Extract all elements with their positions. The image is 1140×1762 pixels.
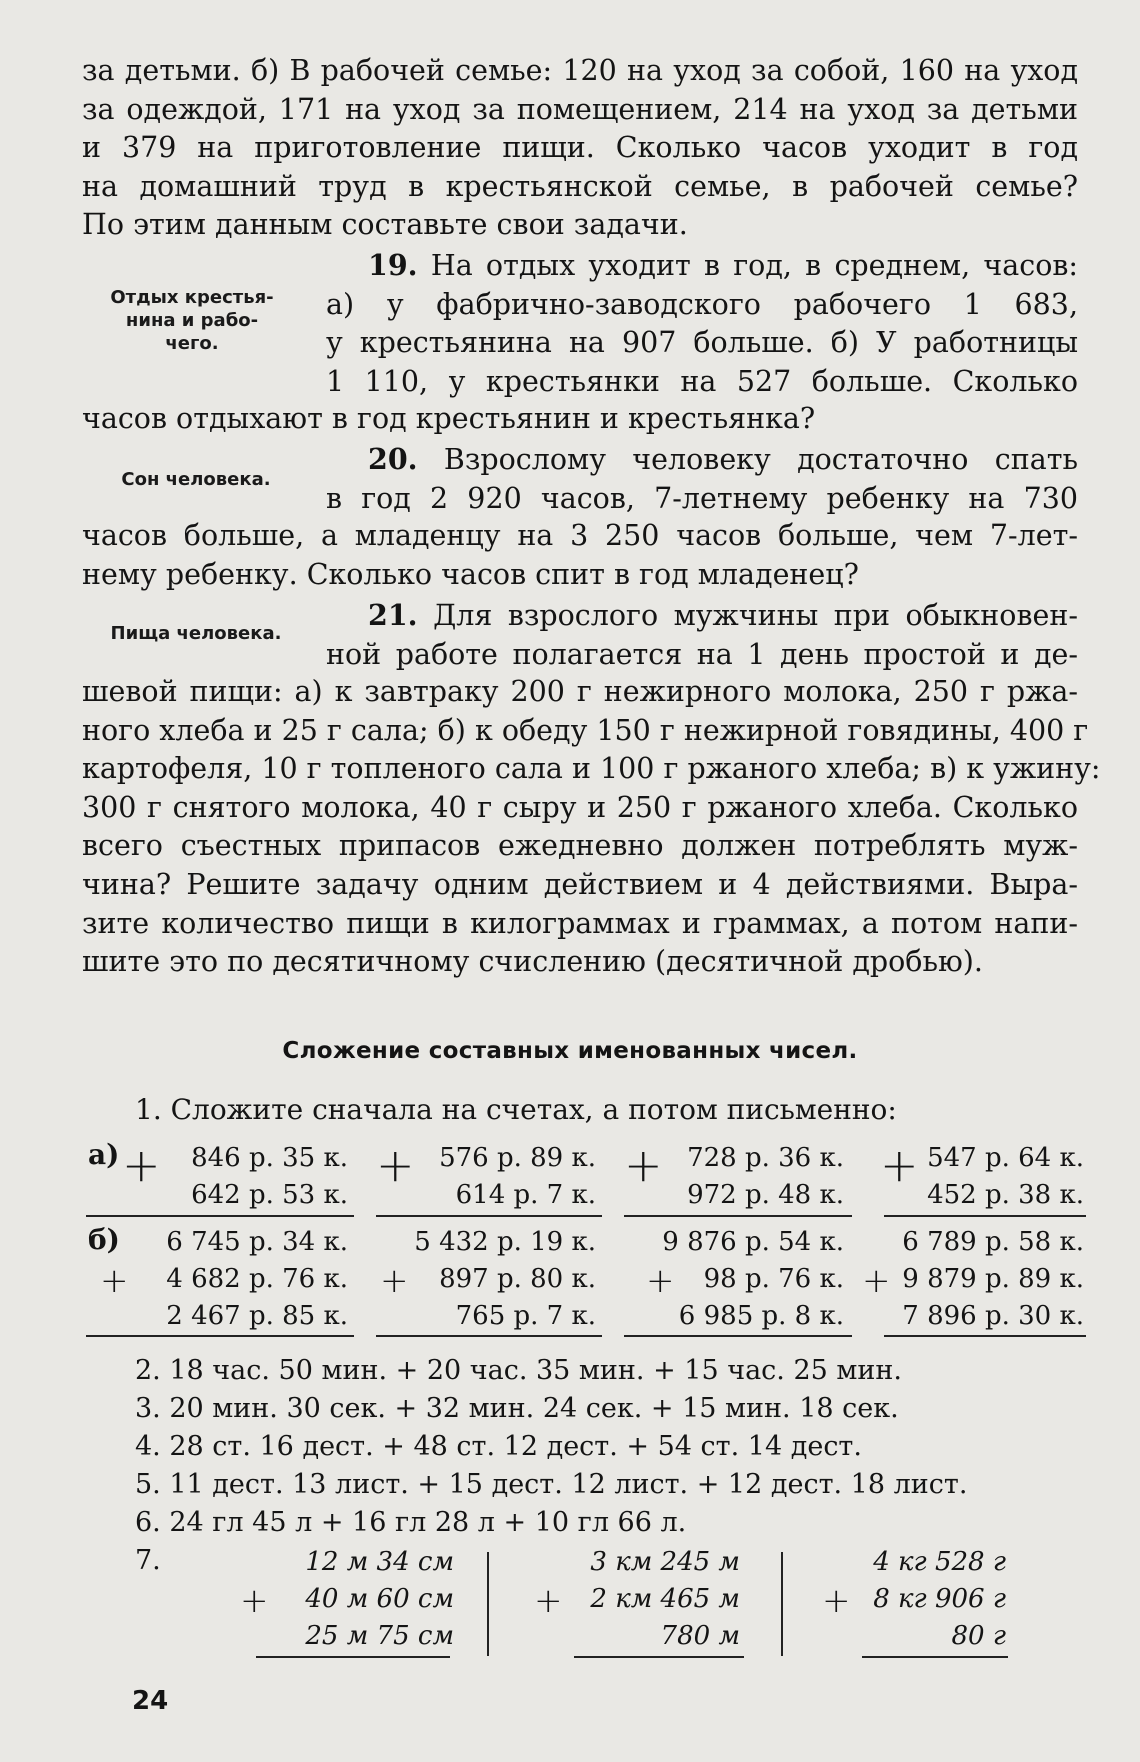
sum-a4-bottom: 452 р. 38 к. xyxy=(927,1180,1084,1210)
text-line: у крестьянина на 907 больше. б) У работницы xyxy=(326,326,1078,360)
plus-sign: + xyxy=(862,1261,891,1301)
ex7-col1-line2: 40 м 60 см xyxy=(305,1584,454,1614)
ex7-col3-line3: 80 г xyxy=(951,1621,1006,1651)
plus-sign: + xyxy=(880,1138,919,1192)
text-line: в год 2 920 часов, 7-летнему ребенку на 730 xyxy=(326,481,1078,515)
exercise-1-intro: 1. Сложите сначала на счетах, а потом письменно: xyxy=(135,1093,897,1126)
top-paragraph xyxy=(82,52,1078,245)
text-fragment: Взрослому человеку достаточно спать xyxy=(443,443,1078,476)
sum-b4-line2: 9 879 р. 89 к. xyxy=(902,1264,1084,1294)
text-line: картофеля, 10 г топленого сала и 100 г ржаного хлеба; в) к ужину: xyxy=(82,752,1101,786)
text-fragment: Для взрослого мужчины при обыкновен- xyxy=(433,599,1078,632)
sum-b3-line2: 98 р. 76 к. xyxy=(703,1264,844,1294)
text-line: часов отдыхают в год крестьянин и крестьянка? xyxy=(82,402,816,435)
problem-19-indented xyxy=(326,246,1078,401)
text-line: за одеждой, 171 на уход за помещением, 214 на уход за детьми xyxy=(82,92,1078,126)
plus-sign: + xyxy=(534,1581,563,1621)
exercise-4: 4. 28 ст. 16 дест. + 48 ст. 12 дест. + 54 ст. 14 дест. xyxy=(135,1431,862,1462)
sum-underline xyxy=(86,1215,354,1217)
text-line: а) у фабрично-заводского рабочего 1 683, xyxy=(326,287,1078,321)
sum-underline xyxy=(624,1215,852,1217)
plus-sign: + xyxy=(624,1138,663,1192)
exercise-2: 2. 18 час. 50 мин. + 20 час. 35 мин. + 15 час. 25 мин. xyxy=(135,1355,902,1386)
problem-number: 19. xyxy=(368,248,418,282)
sum-underline xyxy=(376,1335,602,1337)
margin-note-line: чего. xyxy=(165,333,219,354)
ex7-col1-line1: 12 м 34 см xyxy=(305,1547,454,1577)
plus-sign: + xyxy=(100,1261,129,1301)
text-line: всего съестных припасов ежедневно должен потреблять муж- xyxy=(82,829,1078,863)
exercise-7-label: 7. xyxy=(135,1545,161,1576)
text-line xyxy=(326,596,1078,636)
sum-a4-top: 547 р. 64 к. xyxy=(927,1143,1084,1173)
sum-b3-line3: 6 985 р. 8 к. xyxy=(678,1301,844,1331)
problem-21-full xyxy=(82,673,1101,982)
sum-underline xyxy=(376,1215,602,1217)
sum-underline xyxy=(884,1335,1086,1337)
row-a-label: а) xyxy=(88,1138,120,1171)
row-b-label: б) xyxy=(88,1223,120,1256)
sum-underline xyxy=(86,1335,354,1337)
sum-b4-line1: 6 789 р. 58 к. xyxy=(902,1227,1084,1257)
ex7-col2-line3: 780 м xyxy=(660,1621,740,1651)
text-line: нему ребенку. Сколько часов спит в год младенец? xyxy=(82,557,859,591)
text-line: шите это по десятичному счислению (десятичной дробью). xyxy=(82,945,983,979)
column-divider xyxy=(781,1552,783,1656)
sum-b4-line3: 7 896 р. 30 к. xyxy=(902,1301,1084,1331)
problem-20-full xyxy=(82,517,1078,594)
exercise-5: 5. 11 дест. 13 лист. + 15 дест. 12 лист. + 12 дест. 18 лист. xyxy=(135,1469,968,1500)
margin-note-line: Пища человека. xyxy=(110,623,282,644)
sum-a3-top: 728 р. 36 к. xyxy=(687,1143,844,1173)
sum-a1-top: 846 р. 35 к. xyxy=(191,1143,348,1173)
sum-a2-bottom: 614 р. 7 к. xyxy=(455,1180,596,1210)
problem-21-indented xyxy=(326,596,1078,674)
text-line: 1 110, у крестьянки на 527 больше. Сколько xyxy=(326,364,1078,398)
sum-a1-bottom: 642 р. 53 к. xyxy=(191,1180,348,1210)
sum-underline xyxy=(862,1656,1008,1658)
plus-sign: + xyxy=(240,1581,269,1621)
margin-note-sleep xyxy=(96,468,296,491)
ex7-col2-line2: 2 км 465 м xyxy=(590,1584,740,1614)
sum-underline xyxy=(884,1215,1086,1217)
margin-note-line: нина и рабо- xyxy=(125,310,259,331)
sum-underline xyxy=(624,1335,852,1337)
plus-sign: + xyxy=(380,1261,409,1301)
problem-19-full xyxy=(82,400,1078,439)
text-line xyxy=(326,246,1078,286)
plus-sign: + xyxy=(376,1138,415,1192)
plus-sign: + xyxy=(122,1138,161,1192)
sum-underline xyxy=(574,1656,744,1658)
problem-number: 20. xyxy=(368,442,418,476)
sum-b2-line1: 5 432 р. 19 к. xyxy=(414,1227,596,1257)
ex7-col3-line1: 4 кг 528 г xyxy=(873,1547,1006,1577)
plus-sign: + xyxy=(822,1581,851,1621)
text-line: шевой пищи: а) к завтраку 200 г нежирного молока, 250 г ржа- xyxy=(82,675,1078,708)
sum-underline xyxy=(256,1656,450,1658)
sum-b1-line1: 6 745 р. 34 к. xyxy=(166,1227,348,1257)
sum-b2-line3: 765 р. 7 к. xyxy=(455,1301,596,1331)
text-line: 300 г снятого молока, 40 г сыру и 250 г ржаного хлеба. Сколько xyxy=(82,790,1078,824)
margin-note-line: Отдых крестья- xyxy=(110,287,274,308)
text-line: зите количество пищи в килограммах и граммах, а потом напи- xyxy=(82,906,1078,940)
text-line: По этим данным составьте свои задачи. xyxy=(82,208,688,242)
sum-a2-top: 576 р. 89 к. xyxy=(439,1143,596,1173)
sum-b1-line2: 4 682 р. 76 к. xyxy=(166,1264,348,1294)
margin-note-line: Сон человека. xyxy=(121,469,271,490)
ex7-col3-line2: 8 кг 906 г xyxy=(873,1584,1006,1614)
text-line: и 379 на приготовление пищи. Сколько часов уходит в год xyxy=(82,131,1078,165)
ex7-col2-line1: 3 км 245 м xyxy=(590,1547,740,1577)
sum-b1-line3: 2 467 р. 85 к. xyxy=(166,1301,348,1331)
column-divider xyxy=(487,1552,489,1656)
problem-20-indented xyxy=(326,440,1078,518)
text-fragment: На отдых уходит в год, в среднем, часов: xyxy=(430,249,1079,282)
text-line: за детьми. б) В рабочей семье: 120 на уход за собой, 160 на уход xyxy=(82,54,1078,87)
ex7-col1-line3: 25 м 75 см xyxy=(305,1621,454,1651)
text-line: на домашний труд в крестьянской семье, в рабочей семье? xyxy=(82,169,1078,203)
margin-note-rest xyxy=(86,286,298,355)
page-number: 24 xyxy=(132,1686,169,1716)
problem-number: 21. xyxy=(368,598,418,632)
exercise-3: 3. 20 мин. 30 сек. + 32 мин. 24 сек. + 15 мин. 18 сек. xyxy=(135,1393,899,1424)
text-line xyxy=(326,440,1078,480)
sum-b2-line2: 897 р. 80 к. xyxy=(439,1264,596,1294)
plus-sign: + xyxy=(646,1261,675,1301)
text-line: ного хлеба и 25 г сала; б) к обеду 150 г нежирной говядины, 400 г xyxy=(82,713,1089,747)
margin-note-food xyxy=(90,622,302,645)
text-line: ной работе полагается на 1 день простой и де- xyxy=(326,637,1078,671)
exercise-6: 6. 24 гл 45 л + 16 гл 28 л + 10 гл 66 л. xyxy=(135,1507,687,1538)
section-heading: Сложение составных именованных чисел. xyxy=(282,1038,858,1064)
sum-b3-line1: 9 876 р. 54 к. xyxy=(662,1227,844,1257)
text-line: часов больше, а младенцу на 3 250 часов больше, чем 7-лет- xyxy=(82,519,1078,552)
text-line: чина? Решите задачу одним действием и 4 действиями. Выра- xyxy=(82,867,1078,901)
sum-a3-bottom: 972 р. 48 к. xyxy=(687,1180,844,1210)
